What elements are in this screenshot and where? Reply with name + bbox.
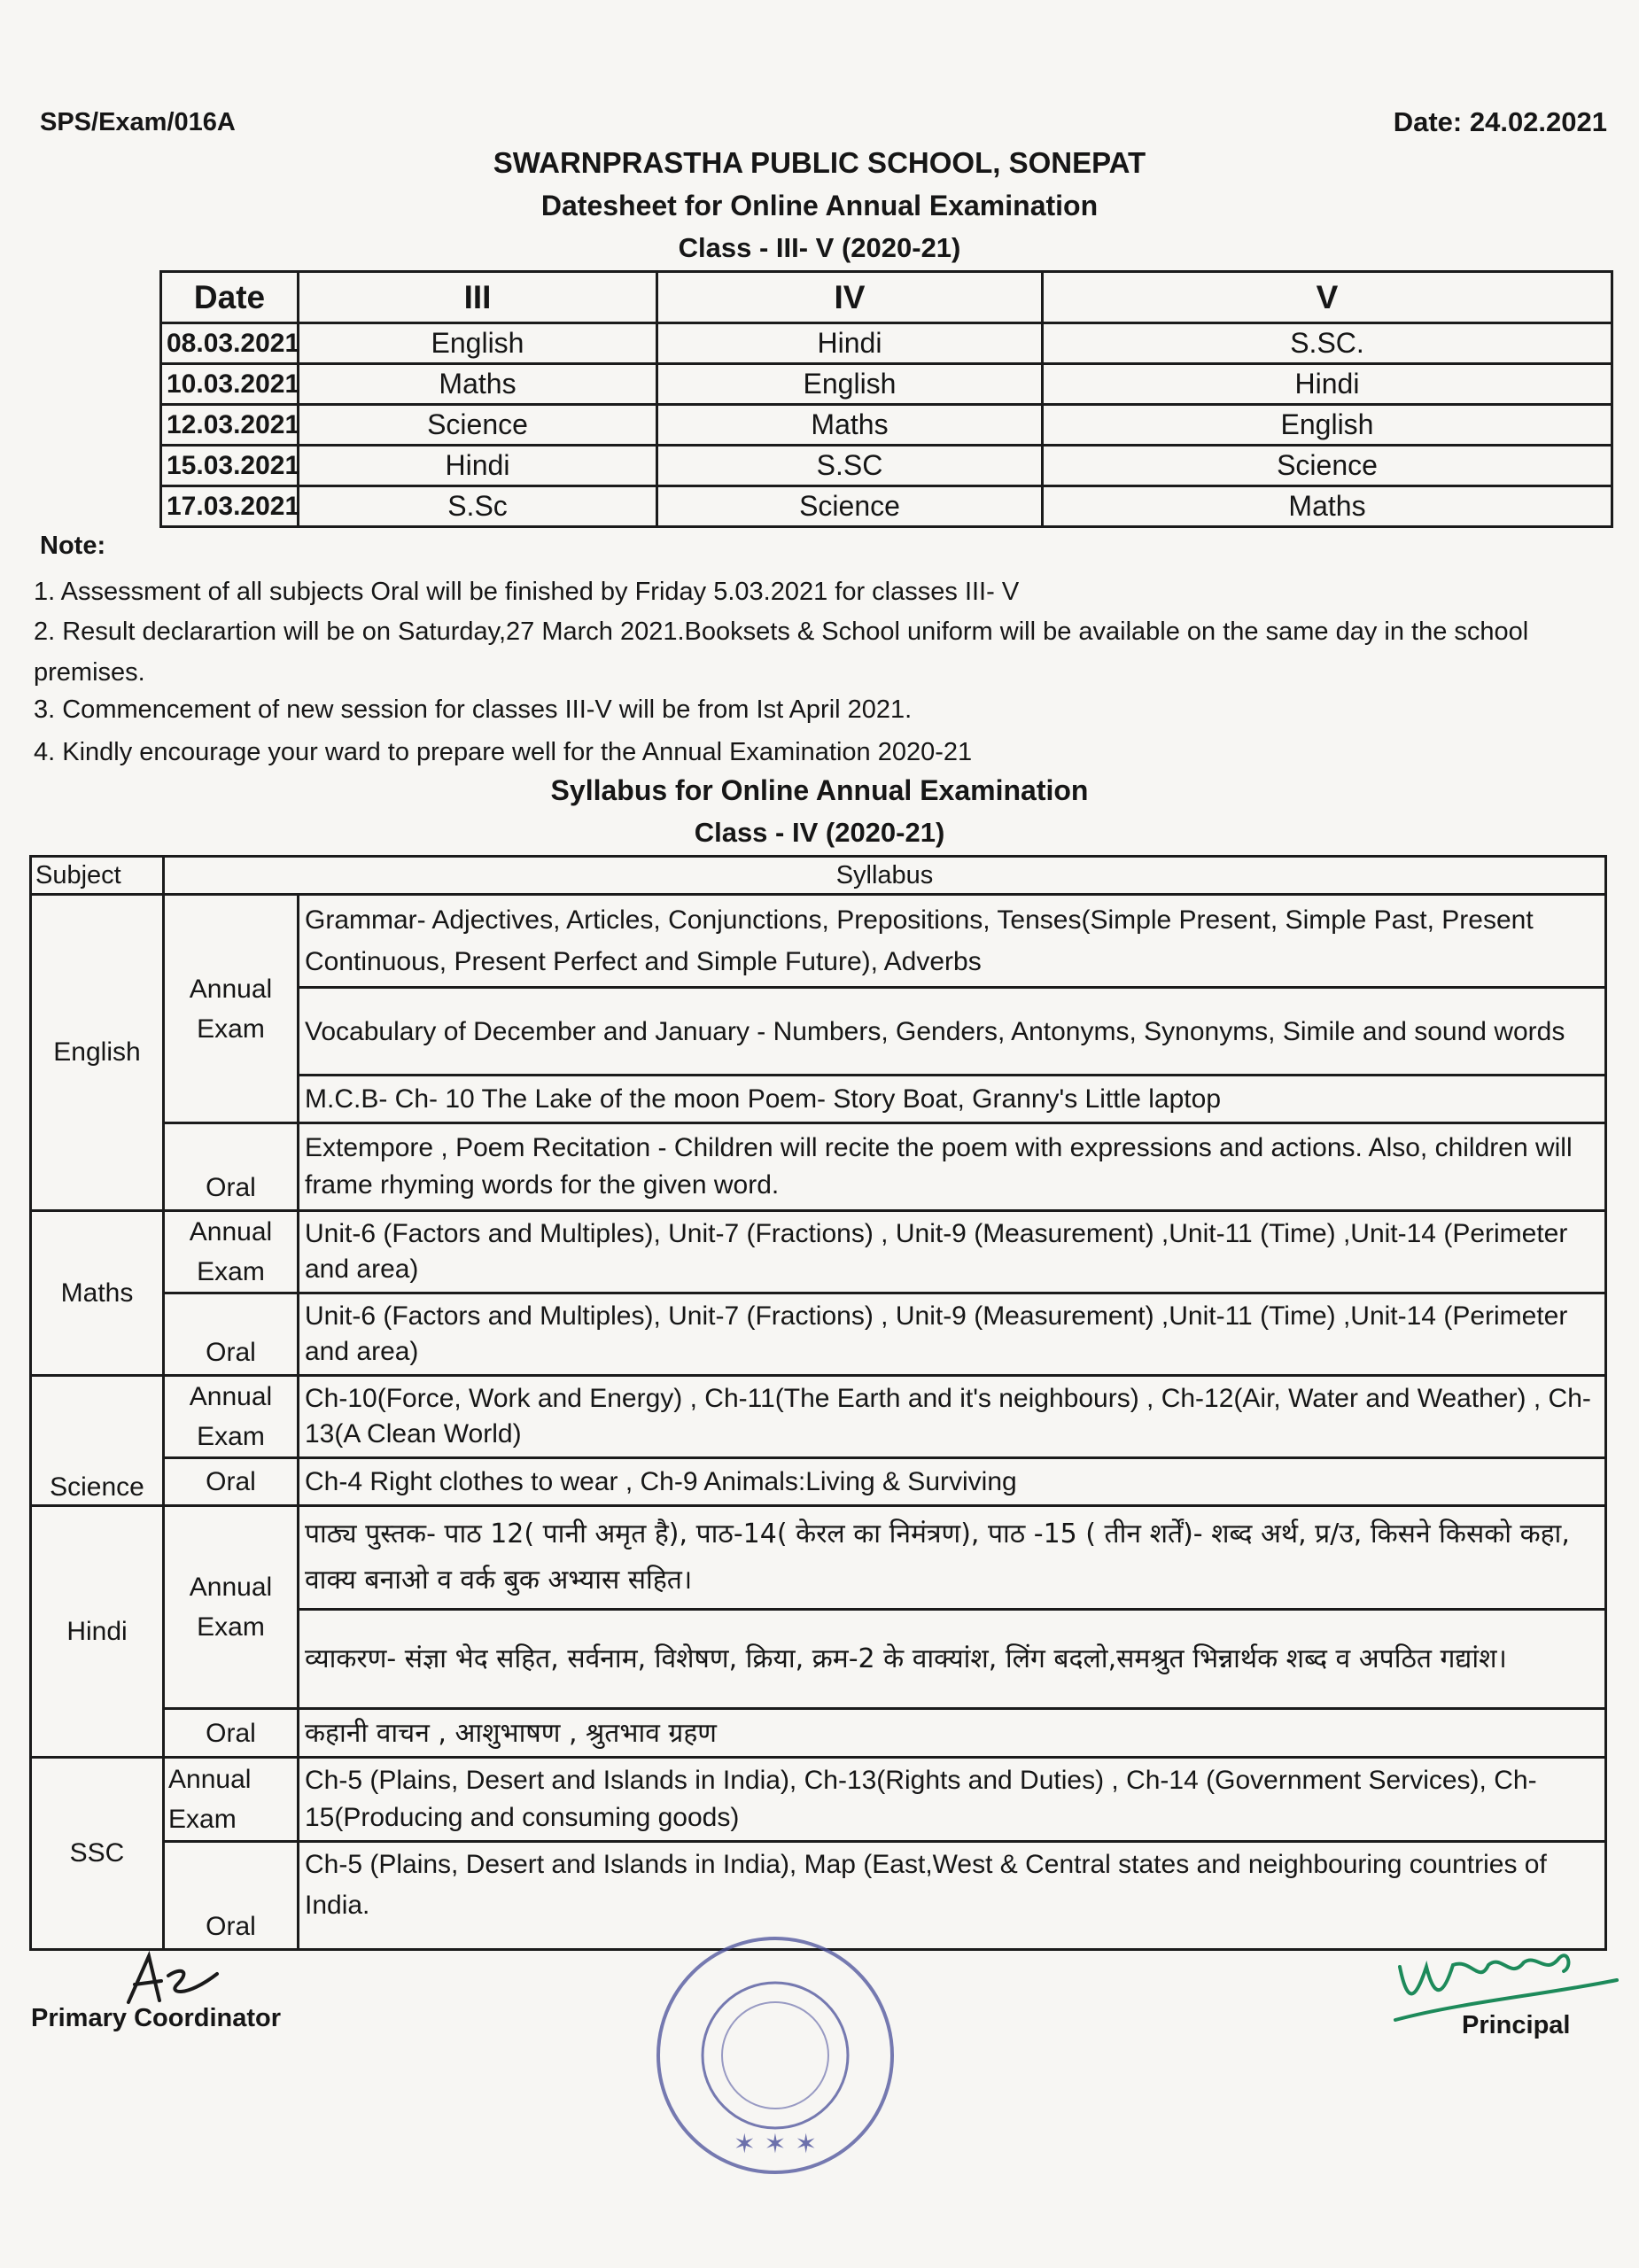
coordinator-signature <box>35 1949 301 2011</box>
subject-science: Science <box>31 1376 164 1506</box>
datesheet-title: Datesheet for Online Annual Examination <box>540 190 1099 221</box>
col-class-iv: IV <box>657 272 1043 323</box>
science-oral: Ch-4 Right clothes to wear , Ch-9 Animals:Living & Surviving <box>299 1458 1606 1506</box>
note-item: 3. Commencement of new session for classes III-V will be from Ist April 2021. <box>34 695 913 724</box>
table-row <box>31 895 1606 988</box>
annual-exam-label: Annual Exam <box>164 895 299 1123</box>
note-item: 1. Assessment of all subjects Oral will be finished by Friday 5.03.2021 for classes III- V <box>34 578 1020 606</box>
table-row <box>31 1709 1606 1758</box>
table-row <box>31 1211 1606 1293</box>
subject-iii: Science <box>299 405 657 446</box>
table-row <box>31 1123 1606 1211</box>
exam-date: 10.03.2021 <box>161 364 299 405</box>
note-item: 2. Result declarartion will be on Saturday,27 March 2021.Booksets & School uniform will be available on the same day in the school premises. <box>34 617 1529 687</box>
subject-iv: Maths <box>657 405 1043 446</box>
school-stamp <box>642 1922 908 2188</box>
subject-iii: Hindi <box>299 446 657 486</box>
oral-label: Oral <box>164 1458 299 1506</box>
subject-iv: Science <box>657 486 1043 527</box>
annual-exam-label: Annual Exam <box>164 1211 299 1293</box>
table-row <box>31 1293 1606 1376</box>
col-class-iii: III <box>299 272 657 323</box>
subject-v: English <box>1043 405 1612 446</box>
table-row <box>31 1458 1606 1506</box>
subject-iv: Hindi <box>657 323 1043 364</box>
hindi-oral: कहानी वाचन , आशुभाषण , श्रुतभाव ग्रहण <box>299 1709 1606 1758</box>
subject-v: S.SC. <box>1043 323 1612 364</box>
table-row <box>161 405 1612 446</box>
maths-annual: Unit-6 (Factors and Multiples), Unit-7 (Fractions) , Unit-9 (Measurement) ,Unit-11 (Time) ,Unit-14 (Perimeter and area) <box>299 1211 1606 1293</box>
subject-hindi: Hindi <box>31 1506 164 1758</box>
oral-label: Oral <box>164 1123 299 1211</box>
school-name: SWARNPRASTHA PUBLIC SCHOOL, SONEPAT <box>493 146 1146 179</box>
oral-label: Oral <box>164 1709 299 1758</box>
subject-v: Science <box>1043 446 1612 486</box>
subject-iii: English <box>299 323 657 364</box>
table-row <box>31 1758 1606 1842</box>
exam-date: 15.03.2021 <box>161 446 299 486</box>
hindi-textbook: पाठ्य पुस्तक- पाठ 12( पानी अमृत है), पाठ-14( केरल का निमंत्रण), पाठ -15 ( तीन शर्तें)- शब्द अर्थ, प्र/उ, किसने किसको कहा, वाक्य बनाओ व वर्क बुक अभ्यास सहित। <box>299 1506 1606 1610</box>
oral-label: Oral <box>164 1842 299 1950</box>
oral-label: Oral <box>164 1293 299 1376</box>
document-reference: SPS/Exam/016A <box>40 108 236 136</box>
science-annual: Ch-10(Force, Work and Energy) , Ch-11(The Earth and it's neighbours) , Ch-12(Air, Water and Weather) , Ch-13(A Clean World) <box>299 1376 1606 1458</box>
subject-iv: English <box>657 364 1043 405</box>
col-date: Date <box>161 272 299 323</box>
ssc-oral: Ch-5 (Plains, Desert and Islands in India), Map (East,West & Central states and neighbouring countries of India. <box>299 1842 1606 1950</box>
syllabus-table <box>29 855 1607 1951</box>
syllabus-class: Class - IV (2020-21) <box>694 817 945 848</box>
annual-exam-label: Annual Exam <box>164 1506 299 1709</box>
table-row <box>31 1506 1606 1610</box>
hindi-grammar: व्याकरण- संज्ञा भेद सहित, सर्वनाम, विशेषण, क्रिया, क्रम-2 के वाक्यांश, लिंग बदलो,समश्रुत भिन्नार्थक शब्द व अपठित गद्यांश। <box>299 1610 1606 1709</box>
note-item: 4. Kindly encourage your ward to prepare well for the Annual Examination 2020-21 <box>34 738 973 766</box>
ssc-annual: Ch-5 (Plains, Desert and Islands in India), Ch-13(Rights and Duties) , Ch-14 (Government Services), Ch-15(Producing and consuming goods) <box>299 1758 1606 1842</box>
syllabus-header-row <box>31 857 1606 895</box>
col-subject: Subject <box>31 857 164 895</box>
subject-iv: S.SC <box>657 446 1043 486</box>
english-vocabulary: Vocabulary of December and January - Numbers, Genders, Antonyms, Synonyms, Simile and sound words <box>299 988 1606 1076</box>
svg-text:✶ ✶ ✶: ✶ ✶ ✶ <box>733 2129 818 2160</box>
table-row <box>161 323 1612 364</box>
document-date: Date: 24.02.2021 <box>1393 106 1607 137</box>
annual-exam-label: Annual Exam <box>164 1376 299 1458</box>
subject-v: Hindi <box>1043 364 1612 405</box>
table-row <box>31 1376 1606 1458</box>
col-class-v: V <box>1043 272 1612 323</box>
subject-english: English <box>31 895 164 1211</box>
subject-iii: Maths <box>299 364 657 405</box>
table-row <box>161 446 1612 486</box>
english-grammar: Grammar- Adjectives, Articles, Conjunctions, Prepositions, Tenses(Simple Present, Simple Past, Present Continuous, Present Perfect and Simple Future), Adverbs <box>299 895 1606 988</box>
datesheet-header-row <box>161 272 1612 323</box>
exam-date: 17.03.2021 <box>161 486 299 527</box>
coordinator-label: Primary Coordinator <box>31 2004 281 2032</box>
english-mcb: M.C.B- Ch- 10 The Lake of the moon Poem- Story Boat, Granny's Little laptop <box>299 1076 1606 1123</box>
subject-iii: S.Sc <box>299 486 657 527</box>
table-row <box>161 364 1612 405</box>
syllabus-title: Syllabus for Online Annual Examination <box>550 774 1089 806</box>
datesheet-class: Class - III- V (2020-21) <box>678 232 961 263</box>
english-oral: Extempore , Poem Recitation - Children will recite the poem with expressions and actions. Also, children will frame rhyming words for the given word. <box>299 1123 1606 1211</box>
notes-title: Note: <box>40 532 106 560</box>
datesheet-table <box>159 270 1613 528</box>
table-row <box>161 486 1612 527</box>
annual-exam-label: Annual Exam <box>164 1758 299 1842</box>
principal-label: Principal <box>1462 2011 1571 2039</box>
subject-v: Maths <box>1043 486 1612 527</box>
exam-date: 08.03.2021 <box>161 323 299 364</box>
maths-oral: Unit-6 (Factors and Multiples), Unit-7 (Fractions) , Unit-9 (Measurement) ,Unit-11 (Time) ,Unit-14 (Perimeter and area) <box>299 1293 1606 1376</box>
subject-maths: Maths <box>31 1211 164 1376</box>
exam-date: 12.03.2021 <box>161 405 299 446</box>
subject-ssc: SSC <box>31 1758 164 1950</box>
col-syllabus: Syllabus <box>164 857 1606 895</box>
